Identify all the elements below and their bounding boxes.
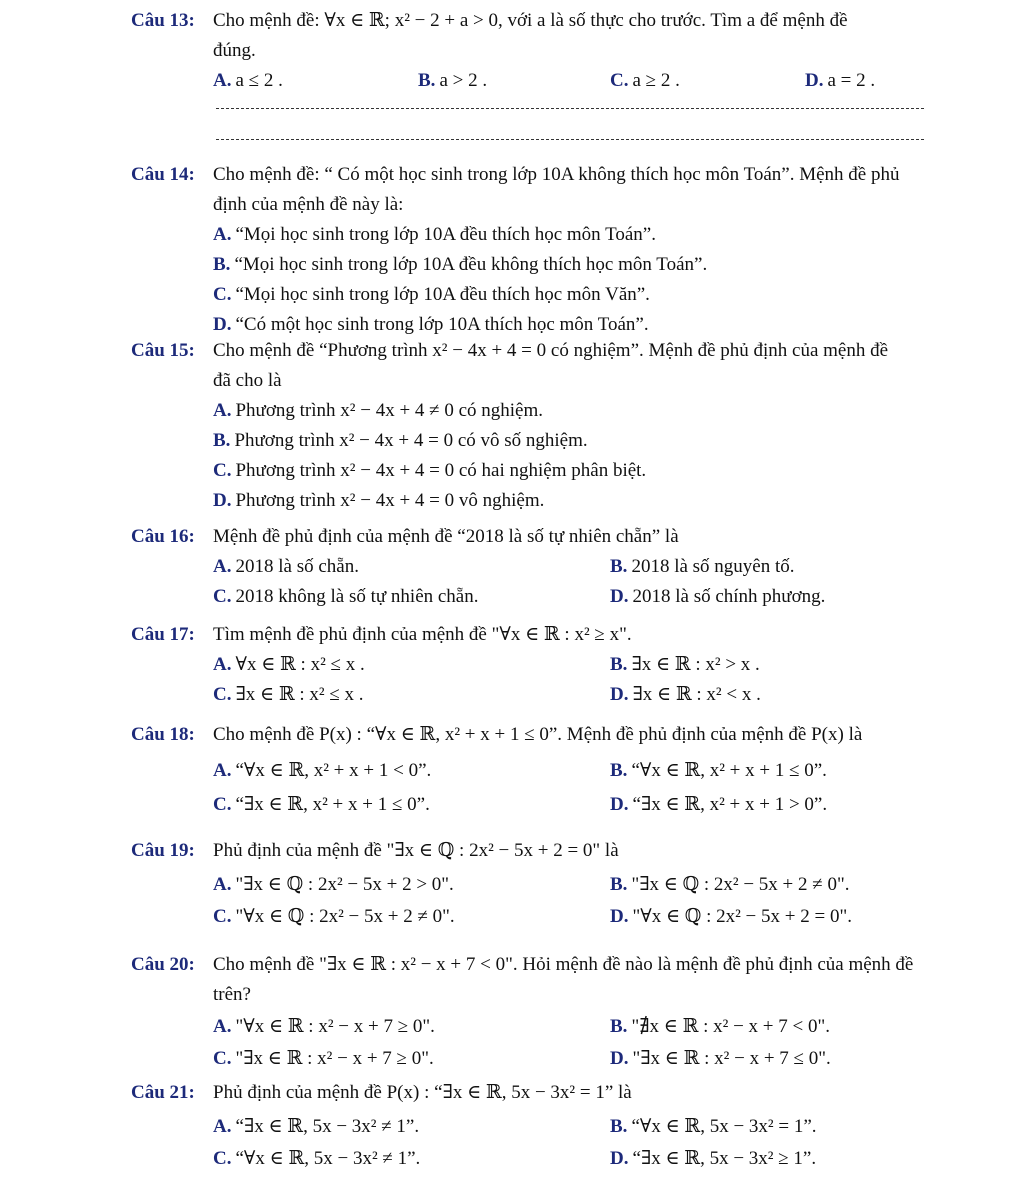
- option-c[interactable]: C. a ≥ 2 .: [610, 70, 680, 91]
- option-b[interactable]: B. Phương trình x² − 4x + 4 = 0 có vô số nghiệm.: [213, 430, 588, 451]
- question-number: Câu 14:: [131, 164, 195, 185]
- option-b[interactable]: B. “∀x ∈ ℝ, 5x − 3x² = 1”.: [610, 1116, 817, 1137]
- option-d[interactable]: D. Phương trình x² − 4x + 4 = 0 vô nghiệm.: [213, 490, 545, 511]
- option-b[interactable]: B. 2018 là số nguyên tố.: [610, 556, 795, 577]
- option-c[interactable]: C. “∀x ∈ ℝ, 5x − 3x² ≠ 1”.: [213, 1148, 421, 1169]
- option-c[interactable]: C. “Mọi học sinh trong lớp 10A đều thích học môn Văn”.: [213, 284, 650, 305]
- option-d[interactable]: D. a = 2 .: [805, 70, 876, 91]
- option-d[interactable]: D. “∃x ∈ ℝ, 5x − 3x² ≥ 1”.: [610, 1148, 817, 1169]
- question-text: Cho mệnh đề “Phương trình x² − 4x + 4 = 0 có nghiệm”. Mệnh đề phủ định của mệnh đề: [213, 340, 889, 361]
- question-text-cont: đã cho là: [213, 370, 282, 391]
- option-a[interactable]: A. “∃x ∈ ℝ, 5x − 3x² ≠ 1”.: [213, 1116, 420, 1137]
- question-number: Câu 20:: [131, 954, 195, 975]
- question-text: Cho mệnh đề "∃x ∈ ℝ : x² − x + 7 < 0". Hỏi mệnh đề nào là mệnh đề phủ định của mệnh đề: [213, 954, 914, 975]
- option-c[interactable]: C. "∃x ∈ ℝ : x² − x + 7 ≥ 0".: [213, 1048, 434, 1069]
- option-b[interactable]: B. “Mọi học sinh trong lớp 10A đều không thích học môn Toán”.: [213, 254, 708, 275]
- option-a[interactable]: A. Phương trình x² − 4x + 4 ≠ 0 có nghiệm.: [213, 400, 544, 421]
- option-d[interactable]: D. 2018 là số chính phương.: [610, 586, 826, 607]
- question-text: Mệnh đề phủ định của mệnh đề “2018 là số tự nhiên chẵn” là: [213, 526, 679, 547]
- question-13: [0, 6, 1024, 140]
- option-d[interactable]: D. "∃x ∈ ℝ : x² − x + 7 ≤ 0".: [610, 1048, 831, 1069]
- question-number: Câu 15:: [131, 340, 195, 361]
- option-b[interactable]: B. "∃x ∈ ℚ : 2x² − 5x + 2 ≠ 0".: [610, 874, 850, 895]
- question-number: Câu 18:: [131, 724, 195, 745]
- question-21: [0, 1078, 1024, 1174]
- question-text-cont: đúng.: [213, 40, 256, 61]
- question-19: [0, 836, 1024, 932]
- answer-line: [216, 139, 924, 140]
- option-c[interactable]: C. 2018 không là số tự nhiên chẵn.: [213, 586, 479, 607]
- question-14: [0, 160, 1024, 340]
- option-b[interactable]: B. “∀x ∈ ℝ, x² + x + 1 ≤ 0”.: [610, 760, 827, 781]
- option-c[interactable]: C. ∃x ∈ ℝ : x² ≤ x .: [213, 684, 364, 705]
- question-text-cont: trên?: [213, 984, 251, 1005]
- option-d[interactable]: D. "∀x ∈ ℚ : 2x² − 5x + 2 = 0".: [610, 906, 852, 927]
- option-d[interactable]: D. “∃x ∈ ℝ, x² + x + 1 > 0”.: [610, 794, 828, 815]
- question-number: Câu 21:: [131, 1082, 195, 1103]
- option-b[interactable]: B. ∃x ∈ ℝ : x² > x .: [610, 654, 760, 675]
- option-b[interactable]: B. a > 2 .: [418, 70, 488, 91]
- question-16: [0, 522, 1024, 612]
- option-a[interactable]: A. ∀x ∈ ℝ : x² ≤ x .: [213, 654, 365, 675]
- option-a[interactable]: A. “∀x ∈ ℝ, x² + x + 1 < 0”.: [213, 760, 432, 781]
- option-a[interactable]: A. "∃x ∈ ℚ : 2x² − 5x + 2 > 0".: [213, 874, 454, 895]
- option-d[interactable]: D. ∃x ∈ ℝ : x² < x .: [610, 684, 761, 705]
- option-a[interactable]: A. 2018 là số chẵn.: [213, 556, 359, 577]
- question-text: Phủ định của mệnh đề P(x) : “∃x ∈ ℝ, 5x − 3x² = 1” là: [213, 1082, 632, 1103]
- question-text: Phủ định của mệnh đề "∃x ∈ ℚ : 2x² − 5x + 2 = 0" là: [213, 840, 619, 861]
- option-a[interactable]: A. “Mọi học sinh trong lớp 10A đều thích học môn Toán”.: [213, 224, 656, 245]
- question-17: [0, 620, 1024, 710]
- question-15: [0, 336, 1024, 516]
- question-number: Câu 16:: [131, 526, 195, 547]
- question-number: Câu 19:: [131, 840, 195, 861]
- answer-line: [216, 108, 924, 109]
- option-b[interactable]: B. "∄x ∈ ℝ : x² − x + 7 < 0".: [610, 1016, 830, 1037]
- option-c[interactable]: C. “∃x ∈ ℝ, x² + x + 1 ≤ 0”.: [213, 794, 430, 815]
- option-c[interactable]: C. Phương trình x² − 4x + 4 = 0 có hai nghiệm phân biệt.: [213, 460, 647, 481]
- question-18: [0, 720, 1024, 820]
- question-text: Tìm mệnh đề phủ định của mệnh đề "∀x ∈ ℝ : x² ≥ x".: [213, 624, 632, 645]
- option-a[interactable]: A. "∀x ∈ ℝ : x² − x + 7 ≥ 0".: [213, 1016, 435, 1037]
- question-text: Cho mệnh đề: “ Có một học sinh trong lớp 10A không thích học môn Toán”. Mệnh đề phủ: [213, 164, 900, 185]
- question-text-cont: định của mệnh đề này là:: [213, 194, 404, 215]
- question-number: Câu 13:: [131, 10, 195, 31]
- option-a[interactable]: A. a ≤ 2 .: [213, 70, 283, 91]
- question-text: Cho mệnh đề: ∀x ∈ ℝ; x² − 2 + a > 0, với a là số thực cho trước. Tìm a để mệnh đề: [213, 10, 848, 31]
- question-text: Cho mệnh đề P(x) : “∀x ∈ ℝ, x² + x + 1 ≤ 0”. Mệnh đề phủ định của mệnh đề P(x) là: [213, 724, 863, 745]
- question-20: [0, 950, 1024, 1074]
- question-number: Câu 17:: [131, 624, 195, 645]
- option-d[interactable]: D. “Có một học sinh trong lớp 10A thích học môn Toán”.: [213, 314, 649, 335]
- option-c[interactable]: C. "∀x ∈ ℚ : 2x² − 5x + 2 ≠ 0".: [213, 906, 455, 927]
